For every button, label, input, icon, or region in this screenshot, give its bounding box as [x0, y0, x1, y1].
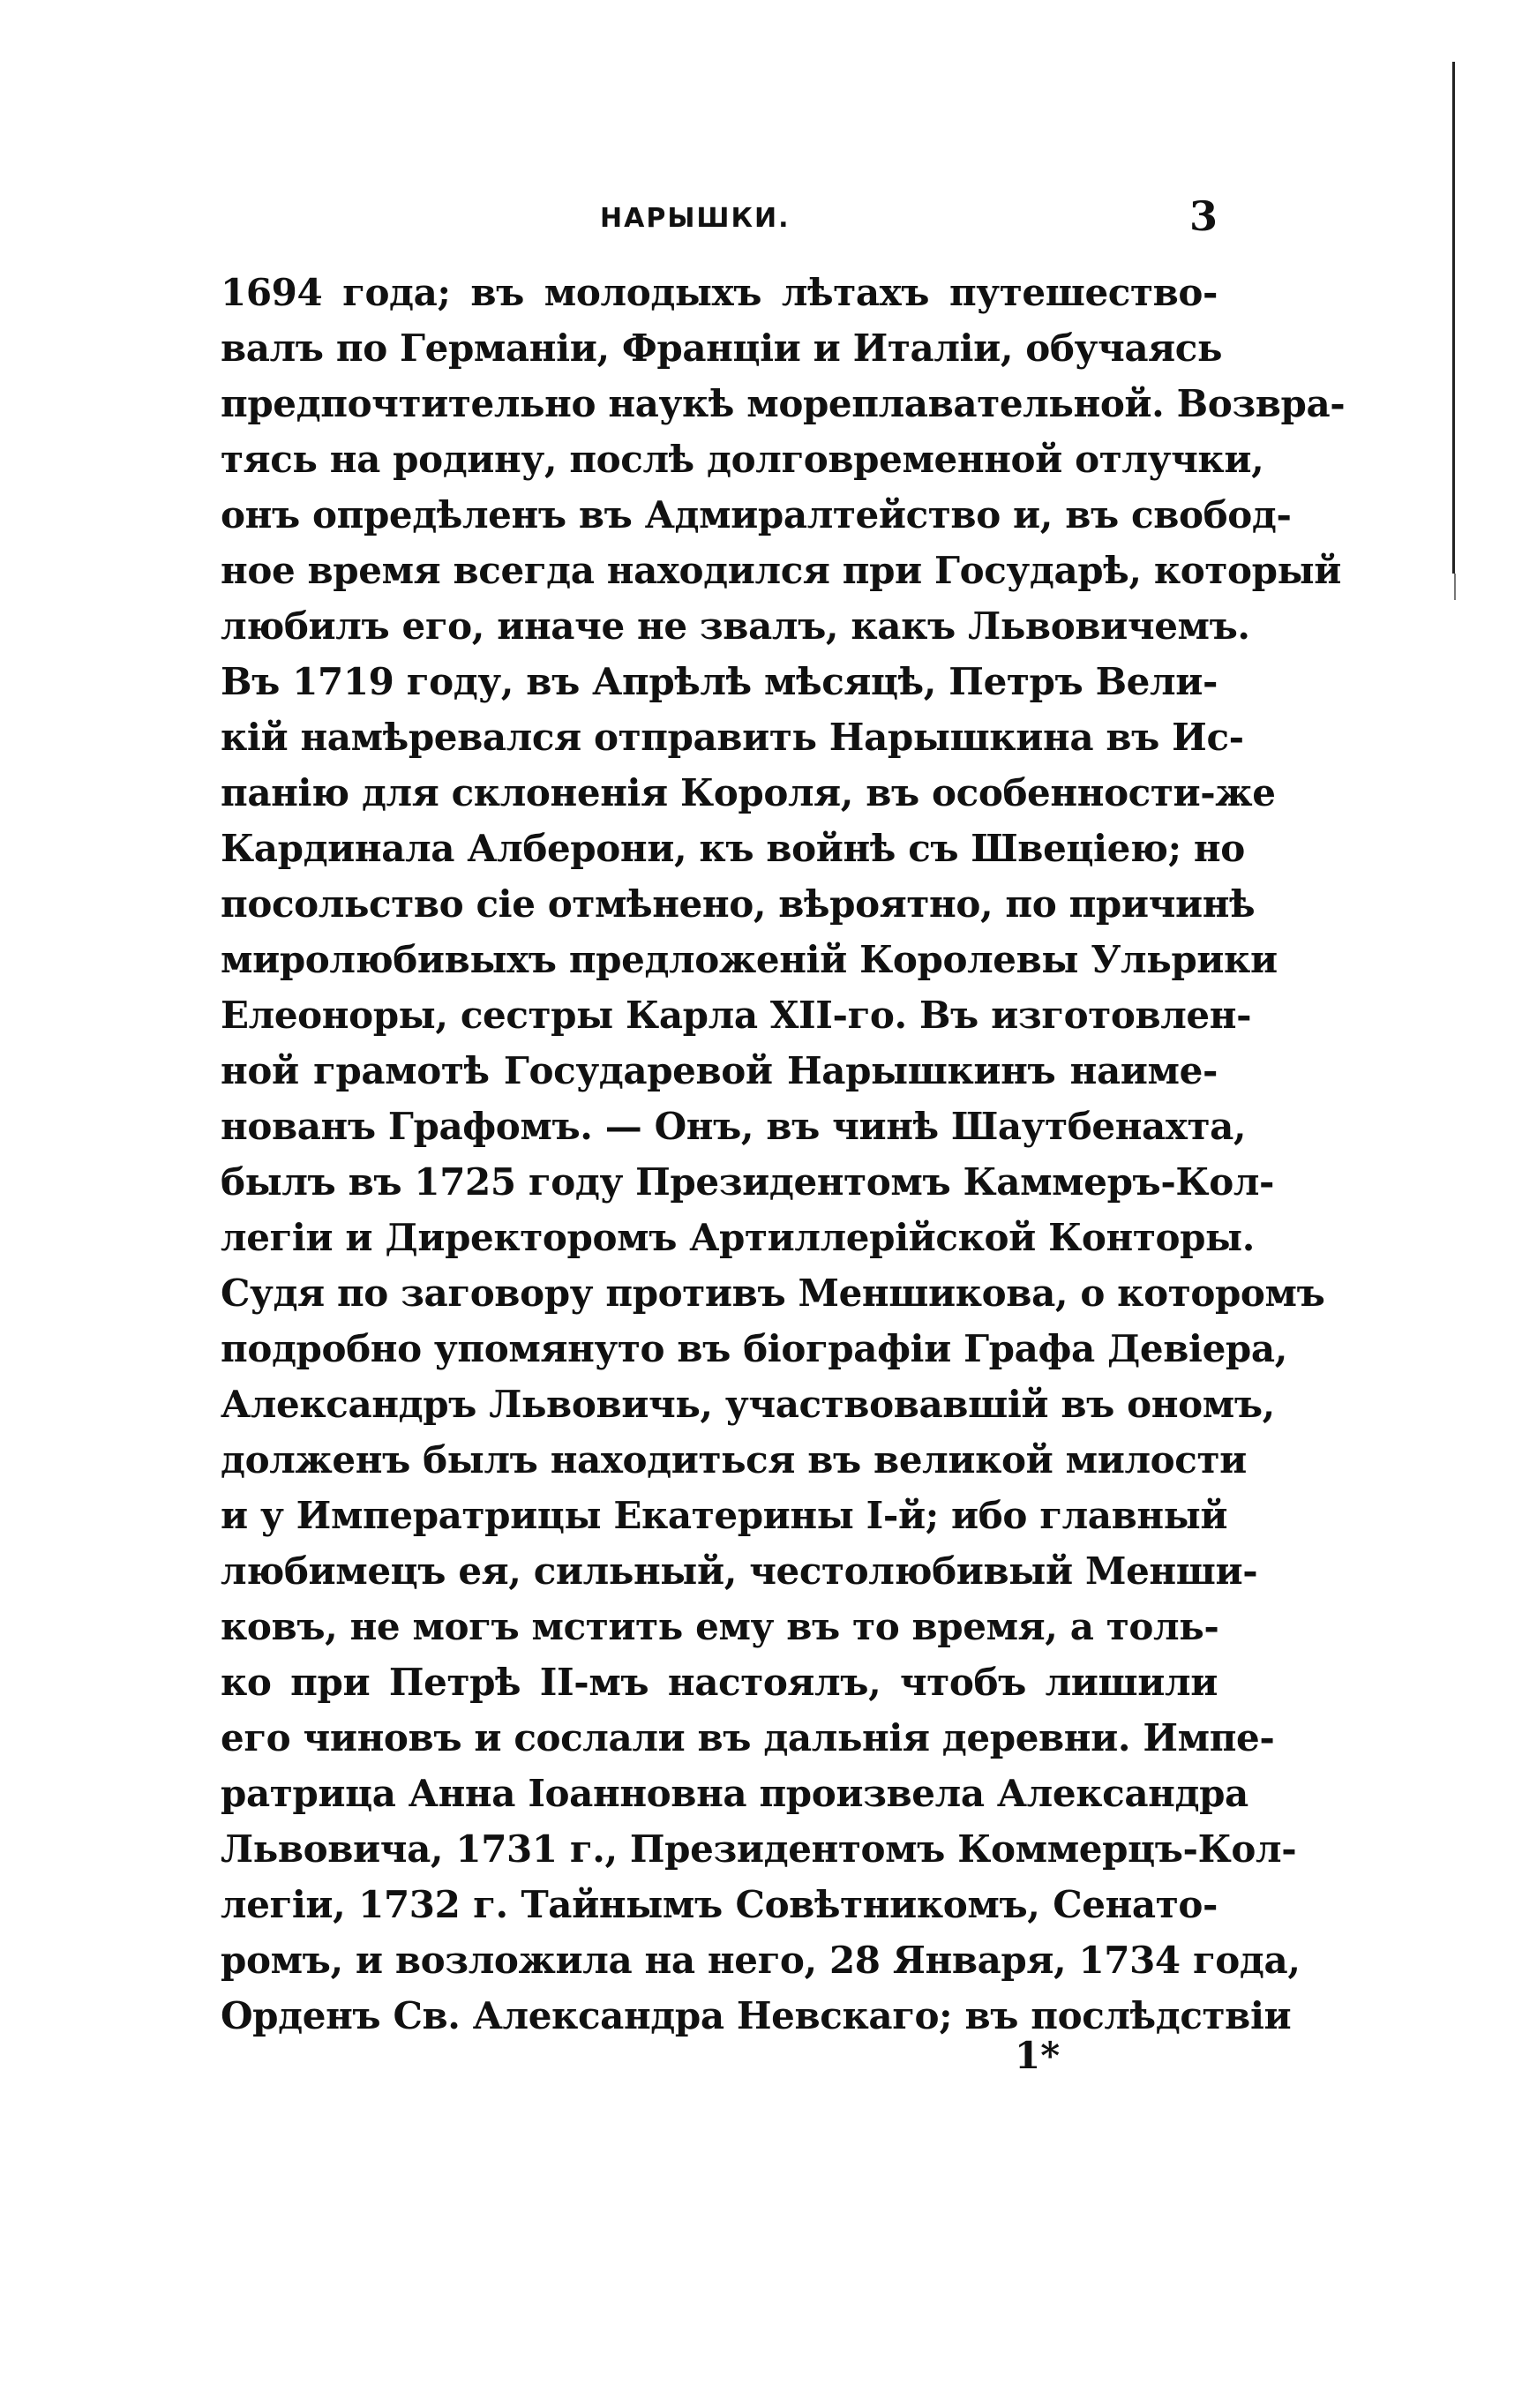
text-line: любилъ его, иначе не звалъ, какъ Львовичемъ. [221, 604, 1250, 648]
text-line: ковъ, не могъ мстить ему въ то время, а толь- [221, 1605, 1219, 1648]
text-line: ной грамотѣ Государевой Нарышкинъ наиме- [221, 1049, 1218, 1092]
text-line: былъ въ 1725 году Президентомъ Каммеръ-Кол- [221, 1160, 1275, 1204]
text-line: подробно упомянуто въ біографіи Графа Девіера, [221, 1327, 1287, 1370]
text-line: 1694 года; въ молодыхъ лѣтахъ путешество- [221, 271, 1218, 314]
running-head: НАРЫШКИ. [600, 203, 791, 234]
text-line: нованъ Графомъ. — Онъ, въ чинѣ Шаутбенахта, [221, 1105, 1247, 1148]
text-line: любимецъ ея, сильный, честолюбивый Менши- [221, 1549, 1258, 1593]
text-line: Елеоноры, сестры Карла XII-го. Въ изготовлен- [221, 994, 1252, 1037]
text-line: Александръ Львовичь, участвовавшій въ ономъ, [221, 1383, 1275, 1426]
text-line: Орденъ Св. Александра Невскаго; въ послѣдствіи [221, 1994, 1292, 2037]
signature-mark: 1* [1015, 2034, 1061, 2077]
text-line: ко при Петрѣ II-мъ настоялъ, чтобъ лишили [221, 1661, 1218, 1704]
text-line: Въ 1719 году, въ Апрѣлѣ мѣсяцѣ, Петръ Вели- [221, 660, 1218, 703]
text-line: миролюбивыхъ предложеній Королевы Ульрики [221, 938, 1278, 981]
text-line: и у Императрицы Екатерины I-й; ибо главный [221, 1494, 1228, 1537]
text-line: его чиновъ и сослали въ дальнія деревни. Импе- [221, 1716, 1275, 1759]
text-line: Судя по заговору противъ Меншикова, о которомъ [221, 1272, 1325, 1315]
text-line: панію для склоненія Короля, въ особенности-же [221, 771, 1276, 814]
text-line: Кардинала Алберони, къ войнѣ съ Швеціею; но [221, 827, 1245, 870]
page-edge-mark-lower [1454, 574, 1456, 600]
text-line: тясь на родину, послѣ долговременной отлучки, [221, 438, 1264, 481]
text-line: ромъ, и возложила на него, 28 Января, 1734 года, [221, 1939, 1301, 1982]
text-line: легіи и Директоромъ Артиллерійской Конторы. [221, 1216, 1255, 1259]
page-edge-mark [1452, 62, 1455, 574]
text-line: посольство сіе отмѣнено, вѣроятно, по причинѣ [221, 882, 1256, 926]
text-line: валъ по Германіи, Франціи и Италіи, обучаясь [221, 326, 1223, 370]
text-line: ное время всегда находился при Государѣ, который [221, 549, 1342, 592]
text-line: долженъ былъ находиться въ великой милости [221, 1438, 1247, 1482]
text-line: предпочтительно наукѣ мореплавательной. Возвра- [221, 382, 1346, 425]
page-number: 3 [1188, 192, 1218, 240]
text-line: кій намѣревался отправить Нарышкина въ Ис- [221, 716, 1244, 759]
body-text [221, 265, 1346, 2044]
text-line: легіи, 1732 г. Тайнымъ Совѣтникомъ, Сенато- [221, 1883, 1218, 1926]
page-header [221, 192, 1218, 245]
text-line: ратрица Анна Іоанновна произвела Александра [221, 1772, 1248, 1815]
text-line: онъ опредѣленъ въ Адмиралтейство и, въ свобод- [221, 493, 1292, 536]
text-line: Львовича, 1731 г., Президентомъ Коммерцъ-Кол- [221, 1827, 1297, 1871]
